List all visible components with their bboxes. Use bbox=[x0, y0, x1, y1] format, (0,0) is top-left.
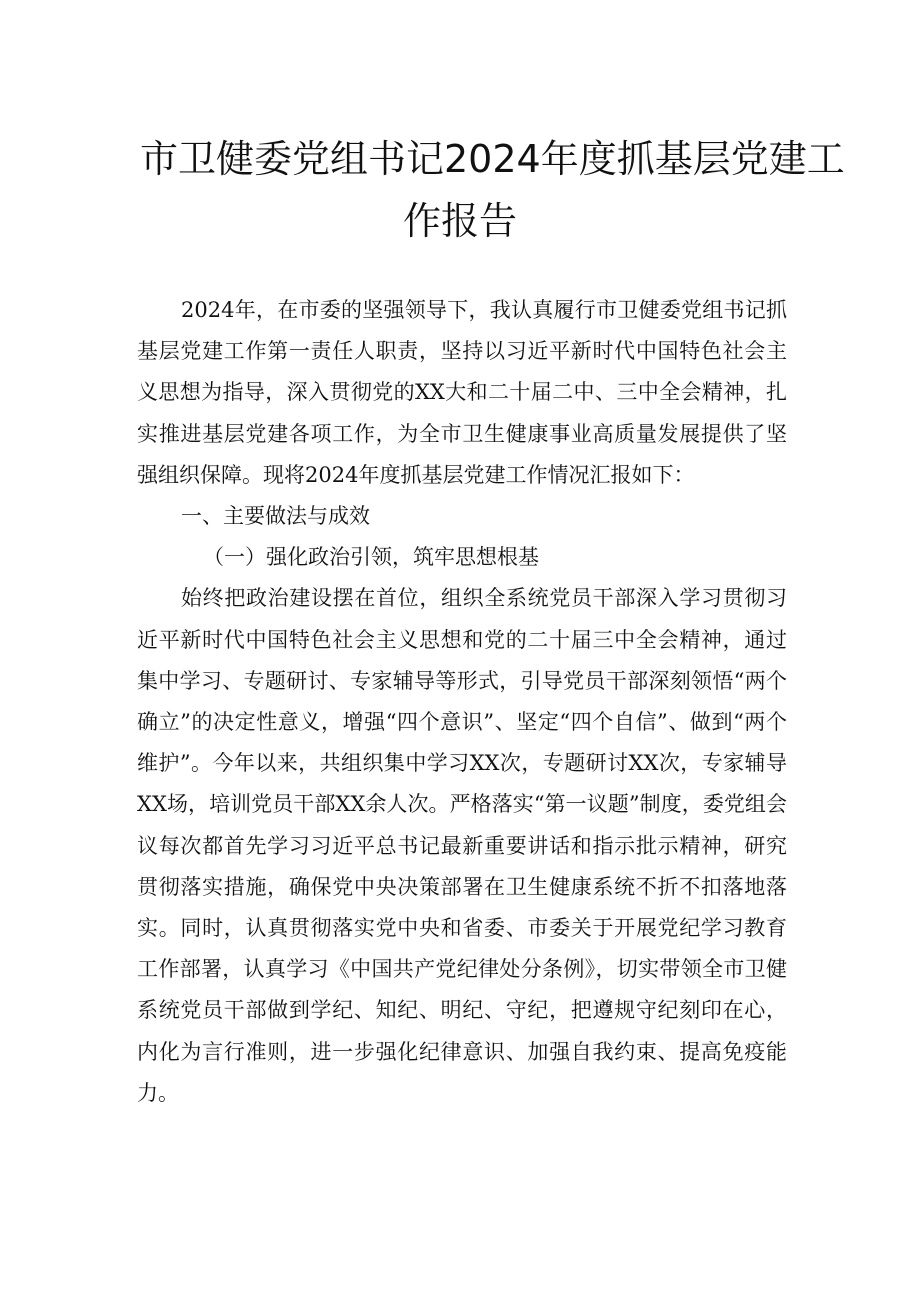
document-title bbox=[140, 128, 845, 252]
section-heading-1: 一、主要做法与成效 bbox=[181, 504, 370, 529]
intro-paragraph: 2024年，在市委的坚强领导下，我认真履行市卫健委党组书记抓基层党建工作第一责任人职责，坚持以习近平新时代中国特色社会主义思想为指导，深入贯彻党的XX大和二十届二中、三中全会精神，扎实推进基层党建各项工作，为全市卫生健康事业高质量发展提供了坚强组织保障。现将2024年度抓基层党建工作情况汇报如下： bbox=[137, 298, 787, 487]
subsection-paragraph-1: 始终把政治建设摆在首位，组织全系统党员干部深入学习贯彻习近平新时代中国特色社会主义思想和党的二十届三中全会精神，通过集中学习、专题研讨、专家辅导等形式，引导党员干部深刻领悟“两个确立”的决定性意义，增强“四个意识”、坚定“四个自信”、做到“两个维护”。今年以来，共组织集中学习XX次，专题研讨XX次，专家辅导XX场，培训党员干部XX余人次。严格落实“第一议题”制度，委党组会议每次都首先学习习近平总书记最新重要讲话和指示批示精神，研究贯彻落实措施，确保党中央决策部署在卫生健康系统不折不扣落地落实。同时，认真贯彻落实党中央和省委、市委关于开展党纪学习教育工作部署，认真学习《中国共产党纪律处分条例》，切实带领全市卫健系统党员干部做到学纪、知纪、明纪、守纪，把遵规守纪刻印在心，内化为言行准则，进一步强化纪律意识、加强自我约束、提高免疫能力。 bbox=[137, 586, 787, 1105]
title-line-2: 作报告 bbox=[402, 199, 517, 243]
subsection-heading-1: （一）强化政治引领，筑牢思想根基 bbox=[203, 545, 539, 570]
document-body bbox=[137, 290, 787, 1114]
title-line-1: 市卫健委党组书记2024年度抓基层党建工 bbox=[140, 137, 845, 181]
